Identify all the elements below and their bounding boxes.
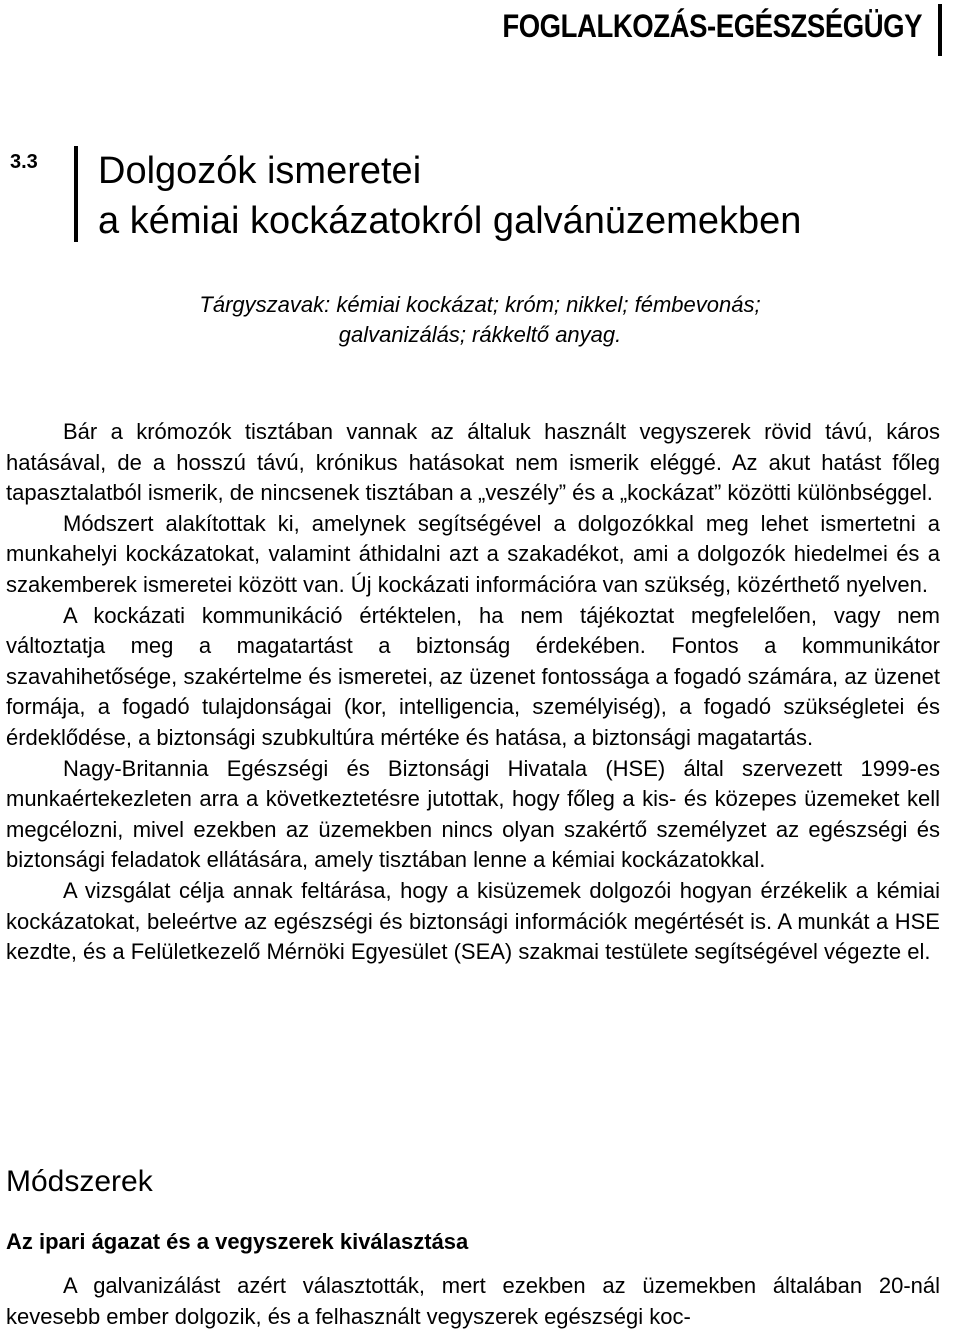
article-title-line-1: Dolgozók ismeretei bbox=[98, 150, 422, 192]
section-number: 3.3 bbox=[10, 151, 38, 173]
paragraph: Bár a krómozók tisztában vannak az általuk használt vegyszerek rövid távú, káros hatásával, de a hosszú távú, krónikus hatásokat nem ismerik eléggé. Az akut hatást főleg tapasztalatból ismerik, de nincsenek tisztában a „veszély” és a „kockázat” közötti különbséggel. bbox=[6, 419, 940, 506]
paragraph: Módszert alakítottak ki, amelynek segítségével a dolgozókkal meg lehet ismertetni a munkahelyi kockázatokat, valamint áthidalni azt a szakadékot, ami a dolgozók hiedelmei és a szakemberek ismeretei között van. Új kockázati információra van szükség, közérthető nyelven. bbox=[6, 510, 940, 597]
paragraph: A galvanizálást azért választották, mert ezekben az üzemekben általában 20-nál kevesebb ember dolgozik, és a felhasznált vegyszerek egészségi koc- bbox=[6, 1273, 940, 1329]
methods-heading: Módszerek bbox=[6, 1165, 153, 1198]
running-header-title: FOGLALKOZÁS-EGÉSZSÉGÜGY bbox=[502, 8, 922, 44]
paragraph: Nagy-Britannia Egészségi és Biztonsági Hivatala (HSE) által szervezett 1999-es munkaértekezleten arra a következtetésre jutottak, hogy főleg a kis- és közepes üzemeket kell megcélozni, mivel ezekben az üzemekben nincs olyan szakértő személyzet az egészségi és biztonsági feladatok ellátására, amely tisztában lenne a kémiai kockázatokkal. bbox=[6, 755, 940, 873]
article-title-line-2: a kémiai kockázatokról galvánüzemekben bbox=[98, 200, 802, 242]
body-text bbox=[6, 417, 940, 968]
keywords-block bbox=[0, 290, 960, 350]
paragraph: A vizsgálat célja annak feltárása, hogy a kisüzemek dolgozói hogyan érzékelik a kémiai kockázatokat, beleértve az egészségi és biztonsági információk megértését is. A munkát a HSE kezdte, és a Felületkezelő Mérnöki Egyesület (SEA) szakmai testülete segítségével végezte el. bbox=[6, 877, 940, 965]
methods-subheading: Az ipari ágazat és a vegyszerek kiválasztása bbox=[6, 1229, 469, 1254]
section-vertical-rule bbox=[74, 146, 78, 242]
keywords-line-1: Tárgyszavak: kémiai kockázat; króm; nikkel; fémbevonás; bbox=[199, 292, 761, 317]
header-vertical-rule bbox=[938, 4, 942, 56]
methods-body bbox=[6, 1271, 940, 1332]
keywords-line-2: galvanizálás; rákkeltő anyag. bbox=[338, 322, 622, 347]
paragraph: A kockázati kommunikáció értéktelen, ha nem tájékoztat megfelelően, vagy nem változtatja meg a magatartást a biztonság érdekében. Fontos a kommunikátor szavahihetősége, szakértelme és ismeretei, az üzenet fontossága a fogadó számára, az üzenet formája, a fogadó tulajdonságai (kor, intelligencia, személyiség), a fogadó szükségletei és érdeklődése, a biztonsági szubkultúra mértéke és hatása, a biztonsági magatartás. bbox=[6, 602, 940, 750]
article-title bbox=[98, 146, 801, 246]
